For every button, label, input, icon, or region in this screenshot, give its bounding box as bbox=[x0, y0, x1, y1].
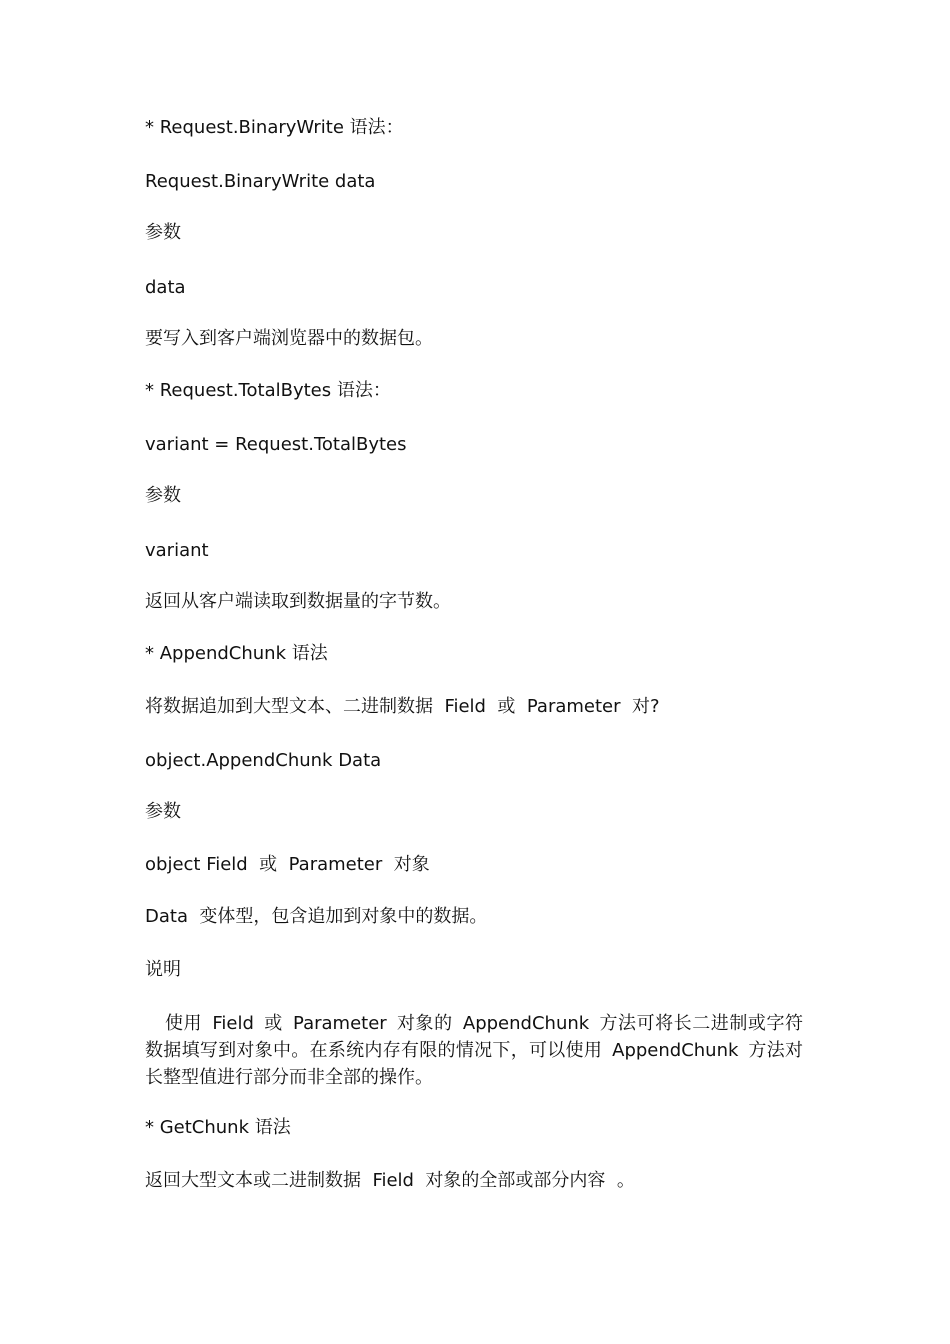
param-data-description: 要写入到客户端浏览器中的数据包。 bbox=[145, 328, 433, 349]
appendchunk-summary: 将数据追加到大型文本、二进制数据 Field 或 Parameter 对? bbox=[145, 696, 660, 717]
heading-getchunk: * GetChunk 语法 bbox=[145, 1117, 291, 1138]
params-label: 参数 bbox=[145, 801, 181, 822]
param-variant-description: 返回从客户端读取到数据量的字节数。 bbox=[145, 591, 451, 612]
param-data: data bbox=[145, 277, 186, 298]
getchunk-summary: 返回大型文本或二进制数据 Field 对象的全部或部分内容 。 bbox=[145, 1170, 635, 1191]
remarks-label: 说明 bbox=[145, 959, 181, 980]
syntax-appendchunk: object.AppendChunk Data bbox=[145, 750, 382, 771]
params-label: 参数 bbox=[145, 222, 181, 243]
heading-appendchunk: * AppendChunk 语法 bbox=[145, 643, 328, 664]
param-variant: variant bbox=[145, 540, 209, 561]
params-label: 参数 bbox=[145, 485, 181, 506]
syntax-binarywrite: Request.BinaryWrite data bbox=[145, 171, 376, 192]
remarks-paragraph: 使用 Field 或 Parameter 对象的 AppendChunk 方法可将长二进制或字符数据填写到对象中。在系统内存有限的情况下，可以使用 AppendChunk 方法对长整型值进行部分而非全部的操作。 bbox=[145, 1013, 803, 1088]
syntax-totalbytes: variant = Request.TotalBytes bbox=[145, 434, 407, 455]
heading-totalbytes: * Request.TotalBytes 语法： bbox=[145, 380, 391, 401]
heading-binarywrite: * Request.BinaryWrite 语法： bbox=[145, 117, 404, 138]
param-object: object Field 或 Parameter 对象 bbox=[145, 854, 430, 875]
param-data-variant: Data 变体型，包含追加到对象中的数据。 bbox=[145, 906, 488, 927]
